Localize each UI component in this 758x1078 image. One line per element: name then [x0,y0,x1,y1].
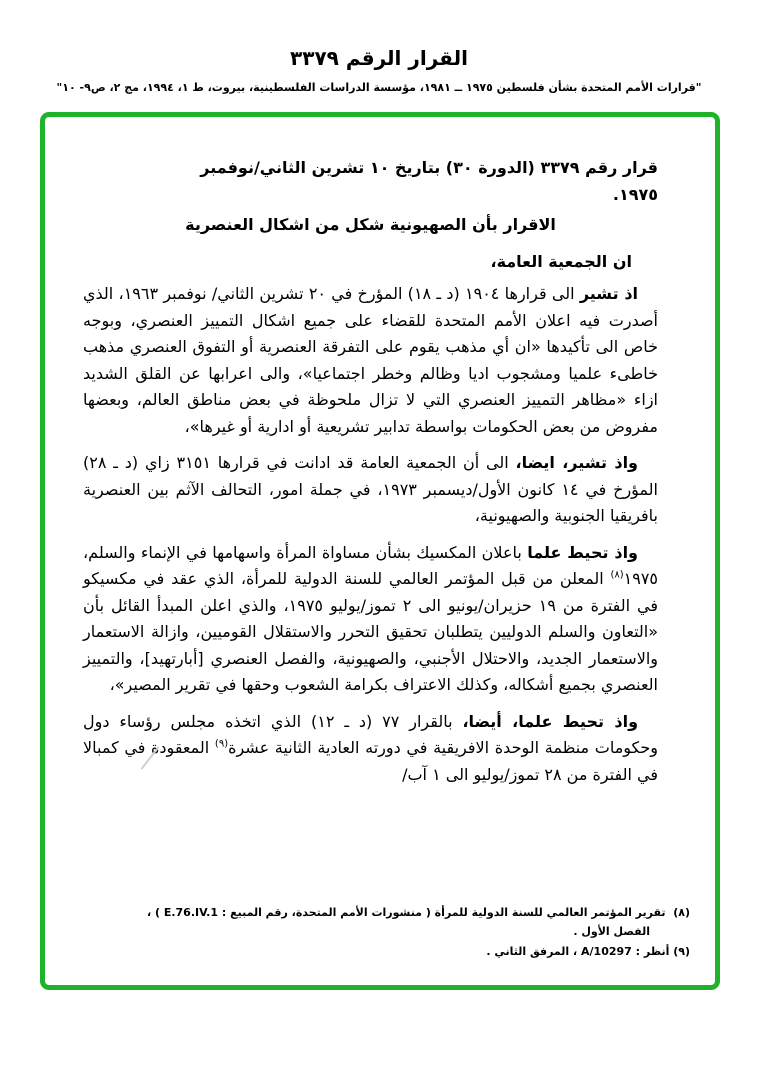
footnote-8-marker: (٨) [673,905,690,919]
preamble-paragraph-3 [83,540,658,699]
source-citation: "قرارات الأمم المتحدة بشأن فلسطين ١٩٧٥ ــ ١٩٨١، مؤسسة الدراسات الفلسطينية، بيروت، ط ١، ١٩٩٤، مج ٢، ص٩- ١٠" [56,81,702,94]
paragraph-lead: واذ تشير، ايضا، [515,453,639,472]
footnote-8-continuation: الفصل الأول . [573,925,650,938]
assembly-opening: ان الجمعية العامة، [490,251,632,271]
resolution-heading-line1: قرار رقم ٣٣٧٩ (الدورة ٣٠) بتاريخ ١٠ تشرين الثاني/نوفمبر [200,158,658,177]
page-title: القرار الرقم ٣٣٧٩ [290,46,468,70]
footnote-reference-8: (٨) [610,569,624,581]
paragraph-text: بالقرار ٧٧ (د ـ ١٢) الذي اتخذه مجلس رؤساء دول وحكومات منظمة الوحدة الافريقية في دورته العادية الثانية عشرة [83,711,659,757]
resolution-heading-line2: ١٩٧٥. [612,184,658,204]
preamble-paragraph-2 [83,450,658,530]
footnote-9-text: أنظر : A/10297 ، المرفق الثاني . [486,944,670,958]
paragraph-lead: واذ تحيط علما [527,542,638,562]
preamble-paragraph-4 [83,709,658,789]
footnote-reference-9: (٩) [214,738,229,750]
paragraph-lead: واذ تحيط علما، أيضا، [462,711,639,731]
footnote-8 [87,903,690,923]
paragraph-text: باعلان المكسيك بشأن مساواة المرأة واسهامها في الإنماء والسلم، ١٩٧٥ [83,542,658,588]
footnote-8-text: تقرير المؤتمر العالمي للسنة الدولية للمرأة ( منشورات الأمم المتحدة، رقم المبيع : E.76.IV.1 ) ، [146,905,666,919]
resolution-subject: الاقرار بأن الصهيونية شكل من اشكال العنصرية [185,215,556,234]
footnote-9 [87,942,690,962]
resolution-heading [83,155,658,208]
footnote-9-marker: (٩) [673,944,690,958]
resolution-body [83,155,658,798]
footnotes-block [87,903,690,962]
paragraph-text: الى أن الجمعية العامة قد ادانت في قرارها ٣١٥١ زاي (د ـ ٢٨) المؤرخ في ١٤ كانون الأول/ديسمبر ١٩٧٣، في جملة امور، التحالف الآثم بين العنصرية بافريقيا الجنوبية والصهيونية، [83,453,658,525]
preamble-paragraph-1 [83,281,658,440]
resolution-frame [40,112,720,990]
paragraph-text: المعلن من قبل المؤتمر العالمي للسنة الدولية للمرأة، الذي عقد في مكسيكو في الفترة من ١٩ حزيران/يونيو الى ٢ تموز/يوليو ١٩٧٥، والذي اعلن المبدأ القائل بأن «التعاون والسلم الدوليين يتطلبان تحقيق التحرر والاستقلال القوميين، وازالة الاستعمار والاستعمار الجديد، والاحتلال الأجنبي، والصهيونية، والفصل العنصري [أبارتهيد]، والتمييز العنصري بجميع أشكاله، وكذلك الاعتراف بكرامة الشعوب وحقها في تقرير المصير»، [83,569,659,694]
paragraph-lead: اذ تشير [579,284,639,303]
paragraph-text: المعقودة في كمبالا في الفترة من ٢٨ تموز/يوليو الى ١ آب/ [83,738,658,784]
paragraph-text: الى قرارها ١٩٠٤ (د ـ ١٨) المؤرخ في ٢٠ تشرين الثاني/ نوفمبر ١٩٦٣، الذي أصدرت فيه اعلان الأمم المتحدة للقضاء على جميع اشكال التمييز العنصري، وبوجه خاص الى تأكيدها «ان أي مذهب يقوم على التفرقة العنصرية أو التفوق العنصري مذهب خاطىء علميا ومشجوب اديا وظالم وخطر اجتماعيا»، والى اعرابها عن القلق الشديد ازاء «مظاهر التمييز العنصري التي لا تزال ملحوظة في بعض مناطق العالم، وبعضها مفروض من بعض الحكومات بواسطة تدابير تشريعية أو ادارية أو غيرها»، [83,284,658,436]
